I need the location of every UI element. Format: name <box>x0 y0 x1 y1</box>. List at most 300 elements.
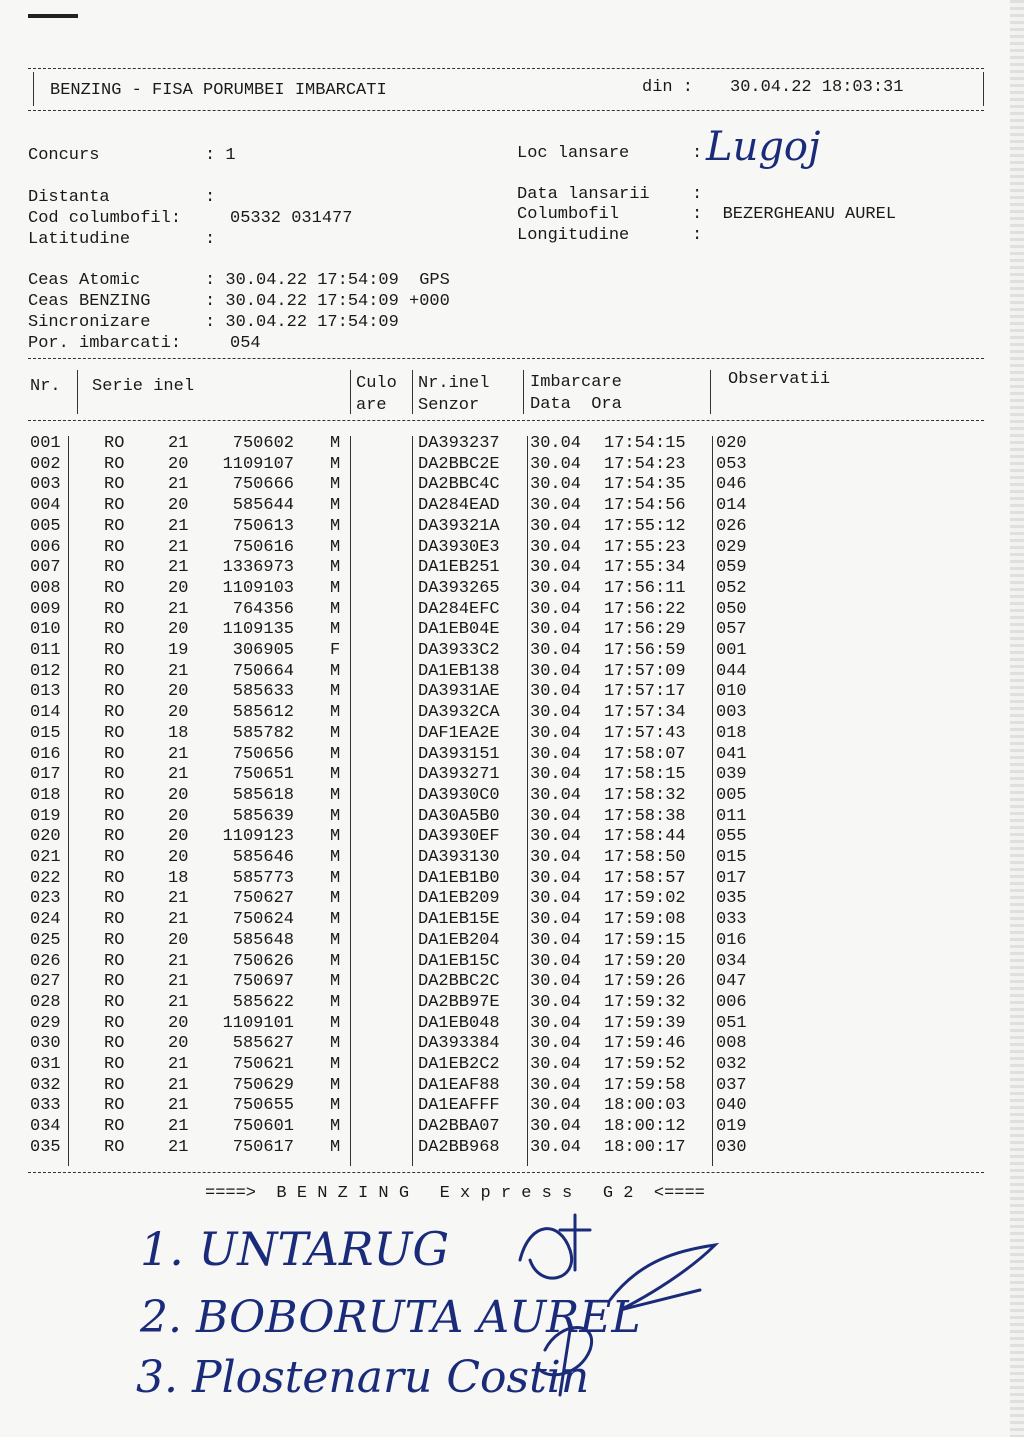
row-nr: 032 <box>30 1075 61 1095</box>
row-ring-number: 585622 <box>232 992 294 1012</box>
row-sensor: DA30A5B0 <box>418 806 500 826</box>
row-ring-number: 750651 <box>232 765 294 785</box>
row-date: 30.04 <box>530 765 582 785</box>
row-nr: 023 <box>30 889 61 909</box>
row-time: 18:00:03 <box>604 1096 686 1116</box>
row-observatii: 017 <box>716 868 747 888</box>
row-nr: 025 <box>30 930 61 950</box>
row-country: RO <box>104 496 125 516</box>
row-country: RO <box>104 972 125 992</box>
row-nr: 024 <box>30 910 61 930</box>
row-sex: M <box>330 682 341 702</box>
row-country: RO <box>104 620 125 640</box>
row-date: 30.04 <box>530 1096 582 1116</box>
ceas-atomic-value: : 30.04.22 17:54:09 GPS <box>205 271 450 290</box>
cod-label: Cod columbofil: <box>28 209 182 228</box>
row-year: 21 <box>168 537 189 557</box>
loc-sep: : <box>692 144 703 163</box>
row-observatii: 059 <box>716 558 747 578</box>
sincronizare-value: : 30.04.22 17:54:09 <box>205 313 399 332</box>
row-date: 30.04 <box>530 682 582 702</box>
table-row <box>0 558 1024 578</box>
row-ring-number: 306905 <box>232 641 294 660</box>
row-year: 21 <box>168 1096 189 1116</box>
row-date: 30.04 <box>530 992 582 1012</box>
row-ring-number: 750624 <box>232 910 294 930</box>
table-row <box>0 848 1024 868</box>
row-nr: 001 <box>30 434 61 453</box>
row-sex: M <box>330 951 341 971</box>
row-nr: 028 <box>30 992 61 1012</box>
row-nr: 031 <box>30 1055 61 1074</box>
row-year: 20 <box>168 1034 189 1054</box>
row-ring-number: 585627 <box>232 1034 294 1054</box>
row-ring-number: 750655 <box>232 1096 294 1116</box>
row-ring-number: 1109101 <box>222 1013 294 1033</box>
row-observatii: 055 <box>716 827 747 847</box>
row-ring-number: 750666 <box>232 475 294 495</box>
row-date: 30.04 <box>530 537 582 557</box>
row-date: 30.04 <box>530 475 582 495</box>
row-sex: M <box>330 454 341 474</box>
concurs-value: : 1 <box>205 146 236 165</box>
row-country: RO <box>104 703 125 723</box>
row-observatii: 011 <box>716 806 747 826</box>
table-row <box>0 1055 1024 1075</box>
row-date: 30.04 <box>530 558 582 578</box>
row-sensor: DA284EAD <box>418 496 500 516</box>
row-nr: 019 <box>30 806 61 826</box>
handwritten-line-3: 3. Plostenaru Costin <box>136 1352 590 1403</box>
col-header-imbarcare-1: Imbarcare <box>530 373 622 392</box>
row-country: RO <box>104 1034 125 1054</box>
row-sensor: DA2BBC2E <box>418 454 500 474</box>
table-row <box>0 910 1024 930</box>
row-observatii: 046 <box>716 475 747 495</box>
row-ring-number: 1109107 <box>222 454 294 474</box>
row-sex: M <box>330 475 341 495</box>
row-sensor: DA2BBC4C <box>418 475 500 495</box>
row-ring-number: 750601 <box>232 1117 294 1137</box>
row-year: 21 <box>168 661 189 681</box>
row-nr: 012 <box>30 661 61 681</box>
header-bottom-border <box>28 110 984 111</box>
table-row <box>0 1034 1024 1054</box>
row-sensor: DA284EFC <box>418 599 500 619</box>
table-header-bottom-border <box>28 420 984 421</box>
row-sensor: DA39321A <box>418 516 500 536</box>
row-sensor: DA1EB2C2 <box>418 1055 500 1074</box>
row-country: RO <box>104 558 125 578</box>
row-sex: M <box>330 785 341 805</box>
row-nr: 011 <box>30 641 61 660</box>
table-row <box>0 620 1024 640</box>
row-time: 18:00:12 <box>604 1117 686 1137</box>
row-sex: M <box>330 1096 341 1116</box>
row-time: 17:56:22 <box>604 599 686 619</box>
row-observatii: 015 <box>716 848 747 867</box>
row-sex: M <box>330 848 341 867</box>
row-observatii: 050 <box>716 599 747 619</box>
row-sensor: DA1EB209 <box>418 889 500 909</box>
cod-value: 05332 031477 <box>230 209 353 228</box>
row-sensor: DA3930C0 <box>418 785 500 805</box>
row-observatii: 039 <box>716 765 747 785</box>
concurs-label: Concurs <box>28 146 100 165</box>
row-year: 18 <box>168 868 189 888</box>
row-year: 20 <box>168 454 189 474</box>
row-observatii: 016 <box>716 930 747 950</box>
loc-handwritten: Lugoj <box>706 124 821 170</box>
row-year: 20 <box>168 703 189 723</box>
row-year: 21 <box>168 765 189 785</box>
signature-stroke-4 <box>540 1328 592 1396</box>
row-sex: M <box>330 1055 341 1074</box>
row-sex: M <box>330 578 341 598</box>
row-nr: 002 <box>30 454 61 474</box>
row-time: 17:56:29 <box>604 620 686 640</box>
row-year: 21 <box>168 951 189 971</box>
row-country: RO <box>104 827 125 847</box>
longitudine-label: Longitudine <box>517 226 630 245</box>
row-time: 17:55:23 <box>604 537 686 557</box>
table-row <box>0 517 1024 537</box>
row-year: 21 <box>168 1117 189 1137</box>
table-row <box>0 1076 1024 1096</box>
row-country: RO <box>104 1137 125 1157</box>
table-bottom-border <box>28 1172 984 1173</box>
table-row <box>0 538 1024 558</box>
report-title: BENZING - FISA PORUMBEI IMBARCATI <box>50 81 387 100</box>
row-country: RO <box>104 661 125 681</box>
row-observatii: 035 <box>716 889 747 909</box>
row-sensor: DA1EAFFF <box>418 1096 500 1116</box>
row-ring-number: 585644 <box>232 496 294 516</box>
row-country: RO <box>104 641 125 660</box>
row-observatii: 008 <box>716 1034 747 1054</box>
row-time: 17:59:58 <box>604 1075 686 1095</box>
row-date: 30.04 <box>530 785 582 805</box>
row-date: 30.04 <box>530 951 582 971</box>
row-year: 20 <box>168 496 189 516</box>
row-observatii: 032 <box>716 1055 747 1074</box>
row-sex: M <box>330 516 341 536</box>
row-observatii: 051 <box>716 1013 747 1033</box>
signature-stroke-1 <box>520 1229 572 1278</box>
row-time: 17:54:15 <box>604 434 686 453</box>
row-time: 17:58:50 <box>604 848 686 867</box>
col-rule-serie <box>350 370 351 414</box>
row-country: RO <box>104 723 125 743</box>
row-year: 21 <box>168 1055 189 1074</box>
row-observatii: 033 <box>716 910 747 930</box>
col-header-culoare-2: are <box>356 396 387 415</box>
row-time: 17:59:26 <box>604 972 686 992</box>
row-ring-number: 750627 <box>232 889 294 909</box>
row-year: 21 <box>168 910 189 930</box>
row-nr: 003 <box>30 475 61 495</box>
row-sensor: DA3930EF <box>418 827 500 847</box>
row-observatii: 037 <box>716 1075 747 1095</box>
report-date: 30.04.22 18:03:31 <box>730 78 904 97</box>
row-observatii: 014 <box>716 496 747 516</box>
row-date: 30.04 <box>530 1075 582 1095</box>
row-date: 30.04 <box>530 1137 582 1157</box>
row-sex: M <box>330 1117 341 1137</box>
row-nr: 026 <box>30 951 61 971</box>
row-year: 21 <box>168 516 189 536</box>
row-sex: M <box>330 537 341 557</box>
row-date: 30.04 <box>530 599 582 619</box>
columbofil-label: Columbofil <box>517 205 620 224</box>
row-date: 30.04 <box>530 744 582 764</box>
row-ring-number: 585639 <box>232 806 294 826</box>
row-sensor: DA1EB04E <box>418 620 500 640</box>
columbofil-value: : BEZERGHEANU AUREL <box>692 205 897 224</box>
row-sex: M <box>330 827 341 847</box>
row-date: 30.04 <box>530 723 582 743</box>
row-sex: M <box>330 434 341 453</box>
row-date: 30.04 <box>530 868 582 888</box>
row-ring-number: 750664 <box>232 661 294 681</box>
row-date: 30.04 <box>530 848 582 867</box>
latitudine-label: Latitudine <box>28 230 131 249</box>
row-date: 30.04 <box>530 889 582 909</box>
longitudine-value: : <box>692 226 703 245</box>
row-date: 30.04 <box>530 827 582 847</box>
row-year: 21 <box>168 558 189 578</box>
row-observatii: 010 <box>716 682 747 702</box>
loc-label: Loc lansare <box>517 144 630 163</box>
row-nr: 004 <box>30 496 61 516</box>
row-ring-number: 750626 <box>232 951 294 971</box>
handwritten-line-2: 2. BOBORUTA AUREL <box>140 1292 641 1343</box>
row-sex: M <box>330 744 341 764</box>
row-sensor: DA2BB968 <box>418 1137 500 1157</box>
table-row <box>0 745 1024 765</box>
table-row <box>0 1014 1024 1034</box>
footer-banner: ====> B E N Z I N G E x p r e s s G 2 <==== <box>205 1184 705 1203</box>
row-time: 17:56:11 <box>604 578 686 598</box>
row-ring-number: 750697 <box>232 972 294 992</box>
row-date: 30.04 <box>530 661 582 681</box>
row-sensor: DA2BBA07 <box>418 1117 500 1137</box>
row-country: RO <box>104 475 125 495</box>
row-country: RO <box>104 951 125 971</box>
row-year: 20 <box>168 620 189 640</box>
row-nr: 034 <box>30 1117 61 1137</box>
ceas-benzing-label: Ceas BENZING <box>28 292 151 311</box>
table-row <box>0 952 1024 972</box>
row-sex: F <box>330 641 341 660</box>
row-ring-number: 750616 <box>232 537 294 557</box>
row-year: 21 <box>168 992 189 1012</box>
row-sex: M <box>330 1013 341 1033</box>
row-date: 30.04 <box>530 1013 582 1033</box>
row-nr: 005 <box>30 516 61 536</box>
row-country: RO <box>104 785 125 805</box>
scan-mark <box>28 14 78 18</box>
row-sex: M <box>330 930 341 950</box>
row-sex: M <box>330 1137 341 1157</box>
row-sensor: DA1EAF88 <box>418 1075 500 1095</box>
row-observatii: 030 <box>716 1137 747 1157</box>
row-country: RO <box>104 516 125 536</box>
date-label: din : <box>642 78 694 97</box>
row-ring-number: 585618 <box>232 785 294 805</box>
row-observatii: 047 <box>716 972 747 992</box>
row-nr: 007 <box>30 558 61 578</box>
row-time: 17:58:38 <box>604 806 686 826</box>
row-sex: M <box>330 910 341 930</box>
header-top-border <box>28 68 984 69</box>
sincronizare-label: Sincronizare <box>28 313 151 332</box>
row-country: RO <box>104 537 125 557</box>
table-row <box>0 434 1024 454</box>
col-header-nrinel-2: Senzor <box>418 396 480 415</box>
row-country: RO <box>104 1075 125 1095</box>
row-date: 30.04 <box>530 972 582 992</box>
header-right-border <box>983 72 984 106</box>
row-year: 21 <box>168 744 189 764</box>
row-sensor: DA393271 <box>418 765 500 785</box>
row-date: 30.04 <box>530 930 582 950</box>
row-sensor: DA393265 <box>418 578 500 598</box>
row-nr: 008 <box>30 578 61 598</box>
row-ring-number: 1109103 <box>222 578 294 598</box>
row-time: 17:54:35 <box>604 475 686 495</box>
row-nr: 030 <box>30 1034 61 1054</box>
row-country: RO <box>104 930 125 950</box>
table-top-border <box>28 358 984 359</box>
row-sex: M <box>330 620 341 640</box>
row-year: 21 <box>168 1137 189 1157</box>
row-time: 17:54:23 <box>604 454 686 474</box>
row-ring-number: 750617 <box>232 1137 294 1157</box>
row-time: 17:59:32 <box>604 992 686 1012</box>
row-observatii: 003 <box>716 703 747 723</box>
table-row <box>0 579 1024 599</box>
row-nr: 017 <box>30 765 61 785</box>
row-ring-number: 1109135 <box>222 620 294 640</box>
ceas-atomic-label: Ceas Atomic <box>28 271 141 290</box>
row-ring-number: 1336973 <box>222 558 294 578</box>
table-row <box>0 827 1024 847</box>
row-nr: 010 <box>30 620 61 640</box>
handwritten-line-1: 1. UNTARUG <box>140 1222 450 1276</box>
row-ring-number: 750656 <box>232 744 294 764</box>
row-ring-number: 750613 <box>232 516 294 536</box>
row-country: RO <box>104 889 125 909</box>
row-sex: M <box>330 889 341 909</box>
row-time: 17:59:08 <box>604 910 686 930</box>
col-header-culoare-1: Culo <box>356 374 397 393</box>
row-observatii: 040 <box>716 1096 747 1116</box>
table-row <box>0 455 1024 475</box>
table-row <box>0 703 1024 723</box>
row-year: 20 <box>168 806 189 826</box>
row-sex: M <box>330 992 341 1012</box>
col-header-serie: Serie inel <box>92 377 195 396</box>
row-sex: M <box>330 599 341 619</box>
table-row <box>0 1117 1024 1137</box>
row-date: 30.04 <box>530 434 582 453</box>
row-sensor: DA3932CA <box>418 703 500 723</box>
row-country: RO <box>104 806 125 826</box>
row-sensor: DA393130 <box>418 848 500 867</box>
por-value: 054 <box>230 334 261 353</box>
data-lansarii-value: : <box>692 185 703 204</box>
row-date: 30.04 <box>530 454 582 474</box>
row-country: RO <box>104 848 125 867</box>
row-year: 21 <box>168 599 189 619</box>
table-row <box>0 889 1024 909</box>
row-observatii: 041 <box>716 744 747 764</box>
row-year: 21 <box>168 475 189 495</box>
row-year: 20 <box>168 848 189 867</box>
table-row <box>0 972 1024 992</box>
row-sex: M <box>330 972 341 992</box>
table-row <box>0 993 1024 1013</box>
row-nr: 015 <box>30 723 61 743</box>
row-country: RO <box>104 682 125 702</box>
row-year: 21 <box>168 1075 189 1095</box>
ceas-benzing-value: : 30.04.22 17:54:09 +000 <box>205 292 450 311</box>
row-date: 30.04 <box>530 1117 582 1137</box>
row-year: 21 <box>168 434 189 453</box>
row-ring-number: 750621 <box>232 1055 294 1074</box>
row-observatii: 029 <box>716 537 747 557</box>
row-sensor: DA3933C2 <box>418 641 500 660</box>
table-row <box>0 765 1024 785</box>
row-sex: M <box>330 1075 341 1095</box>
row-year: 19 <box>168 641 189 660</box>
row-sex: M <box>330 868 341 888</box>
row-time: 17:57:43 <box>604 723 686 743</box>
row-sex: M <box>330 558 341 578</box>
row-date: 30.04 <box>530 578 582 598</box>
row-country: RO <box>104 992 125 1012</box>
col-header-nr: Nr. <box>30 377 61 396</box>
row-country: RO <box>104 599 125 619</box>
row-sensor: DA393151 <box>418 744 500 764</box>
row-ring-number: 585612 <box>232 703 294 723</box>
row-time: 17:58:57 <box>604 868 686 888</box>
row-time: 17:59:02 <box>604 889 686 909</box>
distanta-label: Distanta <box>28 188 110 207</box>
row-time: 17:59:46 <box>604 1034 686 1054</box>
table-row <box>0 475 1024 495</box>
row-date: 30.04 <box>530 516 582 536</box>
row-nr: 014 <box>30 703 61 723</box>
row-observatii: 044 <box>716 661 747 681</box>
row-date: 30.04 <box>530 910 582 930</box>
table-row <box>0 1138 1024 1158</box>
row-time: 17:58:07 <box>604 744 686 764</box>
row-nr: 013 <box>30 682 61 702</box>
data-lansarii-label: Data lansarii <box>517 185 650 204</box>
row-time: 17:58:44 <box>604 827 686 847</box>
col-header-imbarcare-2: Data Ora <box>530 395 622 414</box>
row-country: RO <box>104 1055 125 1074</box>
row-sex: M <box>330 661 341 681</box>
row-nr: 016 <box>30 744 61 764</box>
row-date: 30.04 <box>530 620 582 640</box>
row-time: 17:55:34 <box>604 558 686 578</box>
row-sex: M <box>330 723 341 743</box>
signature-marks <box>500 1200 760 1400</box>
row-date: 30.04 <box>530 1055 582 1074</box>
